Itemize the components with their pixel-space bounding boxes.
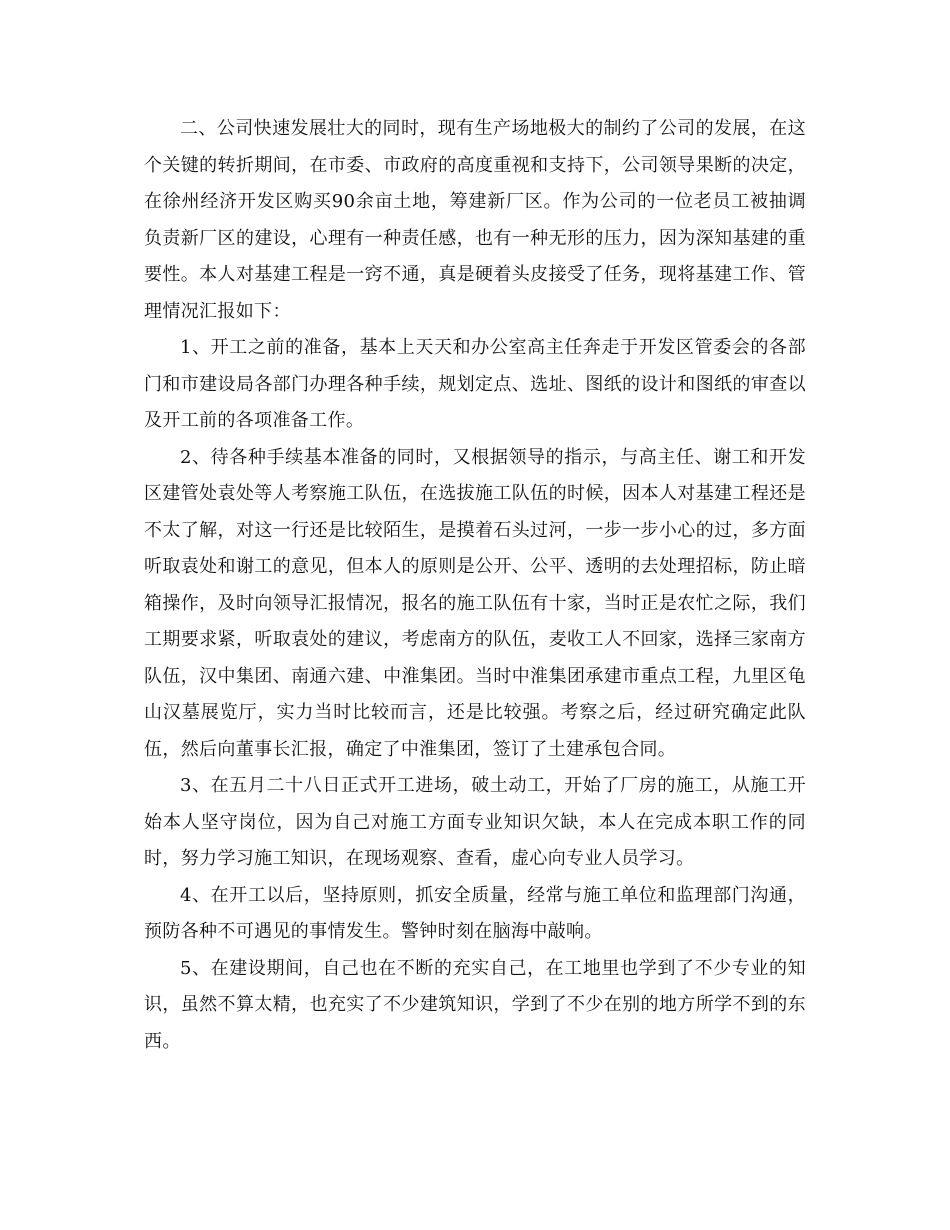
document-body: [144, 111, 806, 1060]
paragraph-item-5: 5、在建设期间，自己也在不断的充实自己，在工地里也学到了不少专业的知识，虽然不算太精，也充实了不少建筑知识，学到了不少在别的地方所学不到的东西。: [144, 957, 806, 1052]
paragraph-section-two: 二、公司快速发展壮大的同时，现有生产场地极大的制约了公司的发展，在这个关键的转折期间，在市委、市政府的高度重视和支持下，公司领导果断的决定，在徐州经济开发区购买90余亩土地，筹建新厂区。作为公司的一位老员工被抽调负责新厂区的建设，心理有一种责任感，也有一种无形的压力，因为深知基建的重要性。本人对基建工程是一窍不通，真是硬着头皮接受了任务，现将基建工作、管理情况汇报如下：: [144, 118, 806, 322]
paragraph-item-4: 4、在开工以后，坚持原则，抓安全质量，经常与施工单位和监理部门沟通，预防各种不可遇见的事情发生。警钟时刻在脑海中敲响。: [144, 884, 806, 942]
paragraph-item-1: 1、开工之前的准备，基本上天天和办公室高主任奔走于开发区管委会的各部门和市建设局各部门办理各种手续，规划定点、选址、图纸的设计和图纸的审查以及开工前的各项准备工作。: [144, 337, 806, 431]
paragraph-item-2: 2、待各种手续基本准备的同时，又根据领导的指示，与高主任、谢工和开发区建管处袁处等人考察施工队伍，在选拔施工队伍的时候，因本人对基建工程还是不太了解，对这一行还是比较陌生，是摸着石头过河，一步一步小心的过，多方面听取袁处和谢工的意见，但本人的原则是公开、公平、透明的去处理招标，防止暗箱操作，及时向领导汇报情况，报名的施工队伍有十家，当时正是农忙之际，我们工期要求紧，听取袁处的建议，考虑南方的队伍，麦收工人不回家，选择三家南方队伍，汉中集团、南通六建、中淮集团。当时中淮集团承建市重点工程，九里区龟山汉墓展览厅，实力当时比较而言，还是比较强。考察之后，经过研究确定此队伍，然后向董事长汇报，确定了中淮集团，签订了土建承包合同。: [144, 446, 806, 760]
paragraph-item-3: 3、在五月二十八日正式开工进场，破土动工，开始了厂房的施工，从施工开始本人坚守岗位，因为自己对施工方面专业知识欠缺，本人在完成本职工作的同时，努力学习施工知识，在现场观察、查看，虚心向专业人员学习。: [144, 775, 806, 869]
